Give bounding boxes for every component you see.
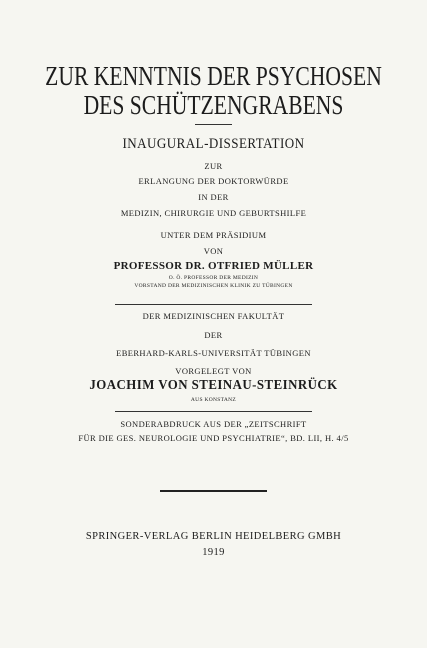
section-divider-1: [115, 304, 312, 305]
reprint-line-2: FÜR DIE GES. NEUROLOGIE UND PSYCHIATRIE“, BD. LII, H. 4/5: [78, 433, 349, 443]
dissertation-line-von: VON: [203, 246, 224, 256]
faculty-line-1: DER MEDIZINISCHEN FAKULTÄT: [142, 311, 285, 321]
dissertation-line-in-der: IN DER: [198, 192, 229, 202]
title-line-2: DES SCHÜTZENGRABENS: [83, 90, 344, 120]
section-divider-2: [115, 411, 312, 412]
reprint-line-1: SONDERABDRUCK AUS DER „ZEITSCHRIFT: [120, 419, 307, 429]
title-divider: [195, 124, 232, 125]
professor-role-1: O. Ö. PROFESSOR DER MEDIZIN: [168, 275, 259, 281]
dissertation-line-zur: ZUR: [204, 161, 223, 171]
author-origin: AUS KONSTANZ: [190, 397, 237, 403]
faculty-line-der: DER: [204, 330, 223, 340]
professor-role-2: VORSTAND DER MEDIZINISCHEN KLINIK ZU TÜBINGEN: [134, 283, 293, 289]
dissertation-heading: INAUGURAL-DISSERTATION: [122, 136, 305, 152]
ornamental-rule: [160, 490, 267, 492]
faculty-vorgelegt: VORGELEGT VON: [175, 366, 252, 376]
publisher-name: SPRINGER-VERLAG BERLIN HEIDELBERG GMBH: [85, 531, 342, 542]
title-line-1: ZUR KENNTNIS DER PSYCHOSEN: [45, 61, 382, 91]
dissertation-line-doktorwuerde: ERLANGUNG DER DOKTORWÜRDE: [138, 176, 289, 186]
author-name: JOACHIM VON STEINAU-STEINRÜCK: [89, 378, 338, 393]
dissertation-line-praesidium: UNTER DEM PRÄSIDIUM: [160, 230, 267, 240]
dissertation-line-medizin: MEDIZIN, CHIRURGIE UND GEBURTSHILFE: [120, 208, 307, 218]
publication-year: 1919: [202, 547, 225, 558]
professor-name: PROFESSOR DR. OTFRIED MÜLLER: [113, 260, 314, 272]
faculty-university: EBERHARD-KARLS-UNIVERSITÄT TÜBINGEN: [116, 348, 311, 358]
